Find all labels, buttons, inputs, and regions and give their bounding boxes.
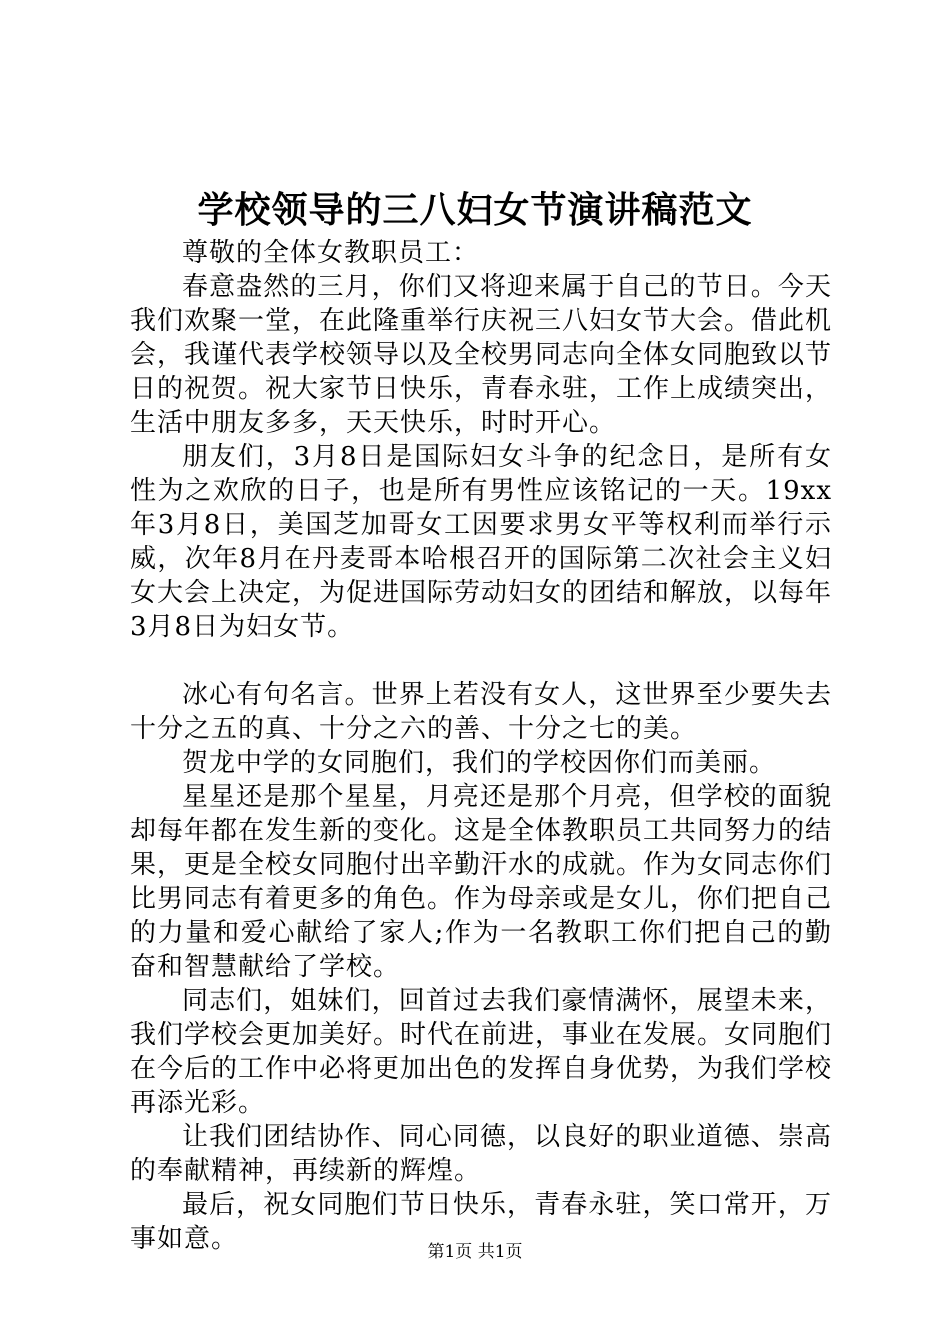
paragraph-gap bbox=[130, 644, 832, 678]
paragraph-quote: 冰心有句名言。世界上若没有女人，这世界至少要失去十分之五的真、十分之六的善、十分之七的美。 bbox=[130, 680, 832, 744]
document-body bbox=[130, 236, 832, 1256]
paragraph-closing: 最后，祝女同胞们节日快乐，青春永驻，笑口常开，万事如意。 bbox=[130, 1190, 832, 1254]
paragraph-unity: 让我们团结协作、同心同德，以良好的职业道德、崇高的奉献精神，再续新的辉煌。 bbox=[130, 1122, 832, 1186]
paragraph-future: 同志们，姐妹们，回首过去我们豪情满怀，展望未来，我们学校会更加美好。时代在前进，事业在发展。女同胞们在今后的工作中必将更加出色的发挥自身优势，为我们学校再添光彩。 bbox=[130, 986, 833, 1118]
page-footer: 第1页 共1页 bbox=[427, 1242, 523, 1262]
paragraph-school: 贺龙中学的女同胞们，我们的学校因你们而美丽。 bbox=[182, 748, 777, 778]
paragraph-opening: 春意盎然的三月，你们又将迎来属于自己的节日。今天我们欢聚一堂，在此隆重举行庆祝三八妇女节大会。借此机会，我谨代表学校领导以及全校男同志向全体女同胞致以节日的祝贺。祝大家节日快乐，青春永驻，工作上成绩突出，生活中朋友多多，天天快乐，时时开心。 bbox=[130, 272, 833, 438]
paragraph-history: 朋友们，3月8日是国际妇女斗争的纪念日，是所有女性为之欢欣的日子，也是所有男性应该铭记的一天。19xx年3月8日，美国芝加哥女工因要求男女平等权利而举行示威，次年8月在丹麦哥本哈根召开的国际第二次社会主义妇女大会上决定，为促进国际劳动妇女的团结和解放，以每年3月8日为妇女节。 bbox=[130, 442, 833, 642]
document-title: 学校领导的三八妇女节演讲稿范文 bbox=[197, 189, 753, 231]
paragraph-roles: 星星还是那个星星，月亮还是那个月亮，但学校的面貌却每年都在发生新的变化。这是全体教职员工共同努力的结果，更是全校女同胞付出辛勤汗水的成就。作为女同志你们比男同志有着更多的角色。作为母亲或是女儿，你们把自己的力量和爱心献给了家人;作为一名教职工你们把自己的勤奋和智慧献给了学校。 bbox=[130, 782, 833, 982]
salutation: 尊敬的全体女教职员工： bbox=[182, 238, 480, 268]
